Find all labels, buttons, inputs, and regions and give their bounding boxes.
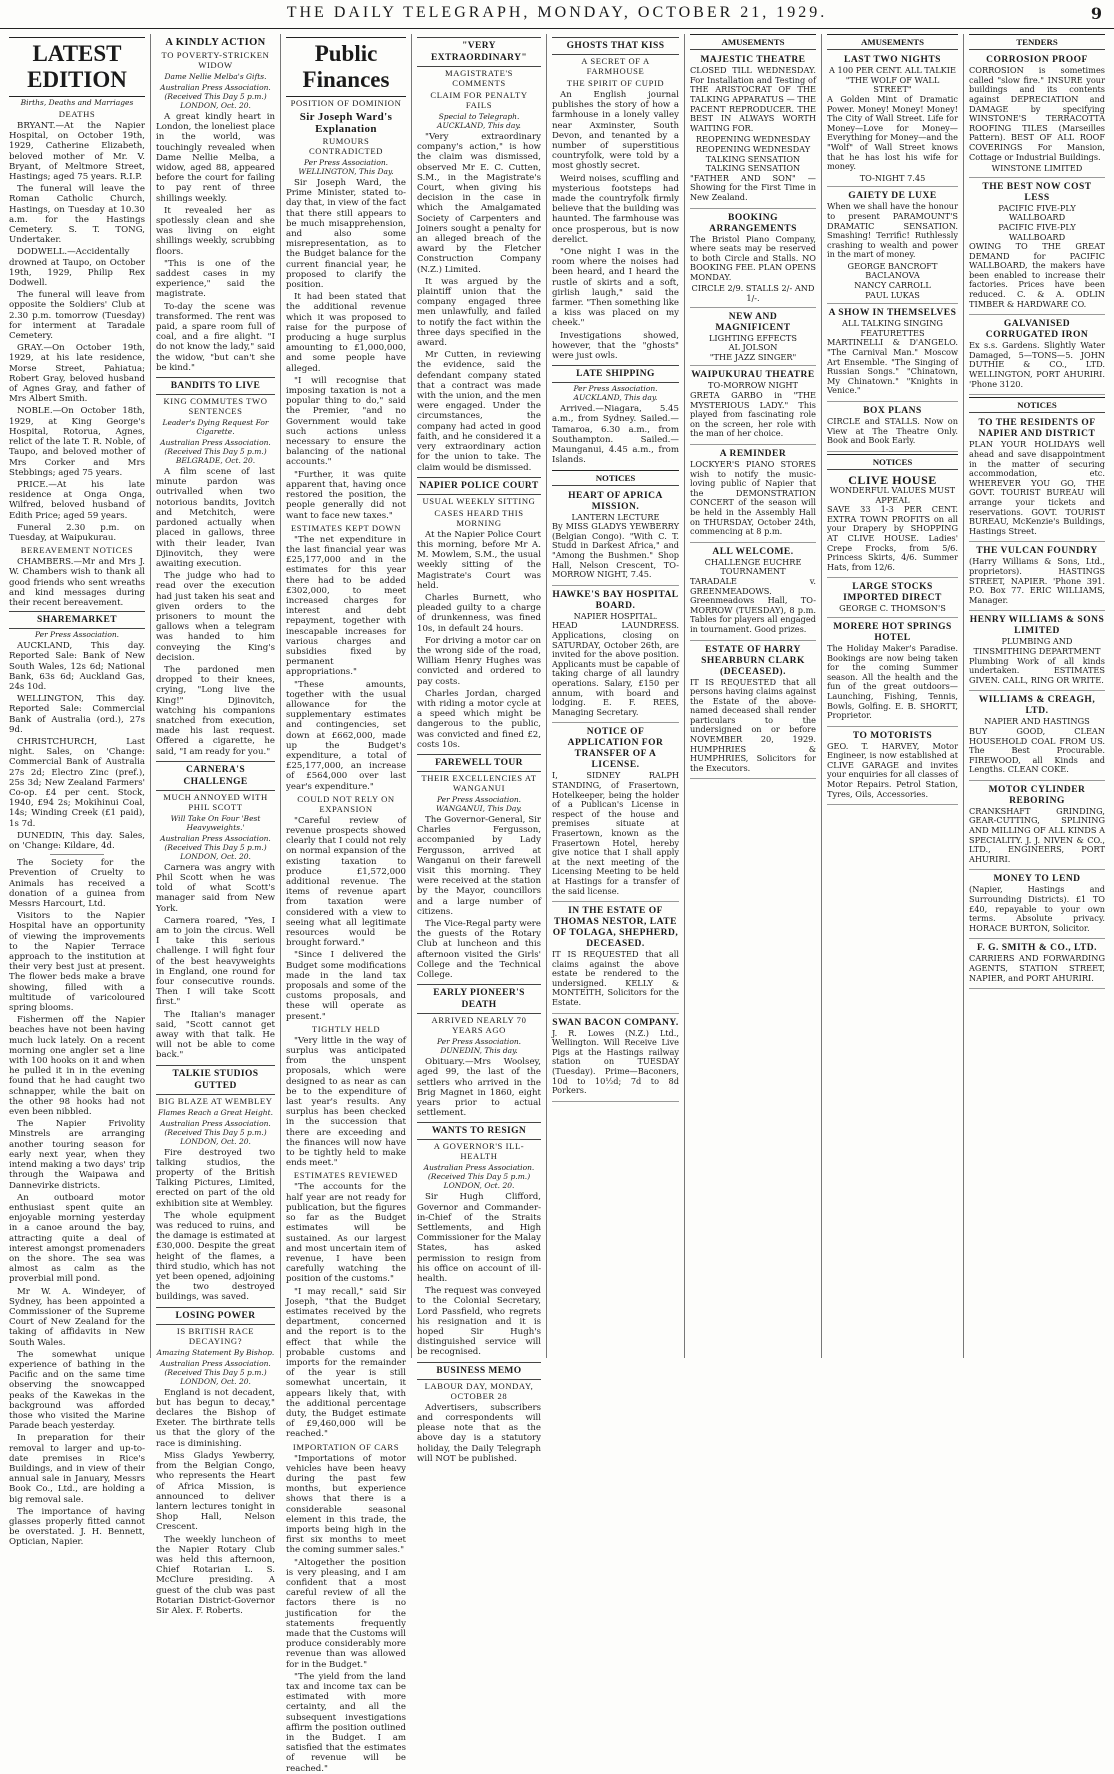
ad-corrosion-proof — [969, 53, 1105, 178]
article-subhead: A GOVERNOR'S ILL-HEALTH — [433, 1141, 525, 1162]
ad-line: TO-NIGHT 7.45 — [859, 172, 926, 183]
news-paragraph: The Society for the Prevention of Cruelty to Animals has received a donation of a guinea from Messrs Harcourt, Ltd. — [9, 858, 145, 910]
article-paragraph: The Italian's manager said, "Scott cannot get away with that talk. He will not be able to come back." — [156, 1009, 275, 1061]
notice-text: J. R. Lowes (N.Z.) Ltd., Wellington. Will Receive Live Pigs at the Hastings railway station on TUESDAY (Tuesday). Prime—Baconers, 10d to 10½d; 7d to 8d Porkers. — [552, 1027, 679, 1096]
ad-williams-creagh — [969, 693, 1105, 781]
ad-text: TARADALE v. GREENMEADOWS. Greenmeadows Hall, TO-MORROW (TUESDAY), 8 p.m. Tables for players all engaged in tournament. Good prizes. — [690, 575, 816, 634]
article-paragraph: Sir Joseph Ward, the Prime Minister, stated to-day that, in view of the fact that there still appears to be much misapprehension, and also some misrepresentation, as to the Budget balance for the current financial year, he proposed to clarify the position. — [286, 178, 406, 291]
article-subhead: Leader's Dying Request For Cigarette. — [162, 418, 269, 437]
article-subhead: RUMOURS CONTRADICTED — [308, 136, 384, 156]
ad-line: AL JOLSON — [728, 342, 778, 353]
ad-title: NEW AND MAGNIFICENT — [715, 311, 791, 333]
article-headline: FAREWELL TOUR — [417, 754, 541, 772]
ad-text: CLOSED TILL WEDNESDAY. For Installation and Testing of THE ARISTOCRAT OF THE TALKING APPARATUS — THE PACENT REPRODUCER. THE BEST IN ALWAYS WORTH WAITING FOR. — [690, 65, 816, 133]
article-paragraph: Charles Burnett, who pleaded guilty to a charge of drunkenness, was fined 10s, in default 24 hours. — [417, 592, 541, 634]
page-number: 9 — [1090, 4, 1102, 23]
article-talkie-studios — [156, 1065, 275, 1303]
ad-text: "FATHER AND SON" — Showing for the First Time in New Zealand. — [690, 172, 816, 202]
article-paragraph: The Governor-General, Sir Charles Fergusson, accompanied by Lady Fergusson, arrived at Wanganui on their farewell visit this morning. They were received at the station by the Mayor, councillors and a large number of citizens. — [417, 814, 541, 917]
article-subhead: Amazing Statement By Bishop. — [156, 1347, 275, 1357]
article-paragraph: At the Napier Police Court this morning, before Mr A. M. Mowlem, S.M., the usual weekly sitting of the Magistrate's Court was held. — [417, 529, 541, 591]
ad-line: PACIFIC FIVE-PLY WALLBOARD — [998, 221, 1076, 242]
ad-motorists — [827, 729, 958, 806]
notice-lantern-lecture — [552, 489, 679, 586]
article-subhead: POSITION OF DOMINION — [290, 98, 402, 108]
ad-title: GAIETY DE LUXE — [848, 191, 937, 202]
ad-line: NAPIER AND HASTINGS — [984, 716, 1090, 727]
article-headline: BANDITS TO LIVE — [156, 377, 275, 395]
ad-title: WILLIAMS & CREAGH, LTD. — [978, 695, 1096, 717]
ad-text: (Harry Williams & Sons, Ltd., proprietors). HASTINGS STREET, NAPIER. 'Phone 391. P.O. Box 77. ERIC WILLIAMS, Manager. — [969, 556, 1105, 605]
ad-fg-smith — [969, 941, 1105, 989]
column-5 — [547, 34, 685, 1358]
ad-wolf-of-wall-street — [827, 53, 958, 187]
article-paragraph: The weekly luncheon of the Napier Rotary Club was held this afternoon, Chief Rotarian L. S. McClure presiding. A guest of the club was past Rotarian District-Governor Sir Alex. F. Roberts. — [156, 1534, 275, 1616]
ad-title: HENRY WILLIAMS & SONS LIMITED — [969, 615, 1105, 637]
article-paragraph: Weird noises, scuffling and mysterious footsteps had made the countryfolk firmly believe that the building was haunted. The farmhouse was once prosperous, but is now derelict. — [552, 173, 679, 245]
ad-line: LIGHTING EFFECTS — [708, 332, 797, 343]
ad-money-to-lend — [969, 872, 1105, 939]
section-label: Births, Deaths and Marriages — [20, 98, 134, 107]
ad-text: SAVE 33 1-3 PER CENT. EXTRA TOWN PROFITS on all your Drapery by SHOPPING AT CLIVE HOUSE. Ladies' Crepe Frocks, from 5/6. Princess Skirts, 4/6. Summer Hats, from 12/6. — [827, 504, 958, 572]
ad-euchre — [690, 545, 816, 641]
ad-text: Plumbing Work of all kinds undertaken. ESTIMATES GIVEN. CALL, RING OR WRITE. — [969, 655, 1105, 685]
news-paragraph: Visitors to the Napier Hospital have an opportunity of viewing the improvements to the Napier Terrace approach to the institution at their very best just at present. The flower beds make a brave showing, filled with a multitude of varicoloured spring blooms. — [9, 911, 145, 1014]
article-subhead: ARRIVED NEARLY 70 YEARS AGO — [431, 1015, 527, 1036]
article-kindly-action — [156, 37, 275, 373]
ad-corrugated-iron — [969, 317, 1105, 395]
article-subhead: BIG BLAZE AT WEMBLEY — [158, 1095, 273, 1106]
article-paragraph: "I may recall," said Sir Joseph, "that the Budget estimates received by the department, concerned and the report is to the effect that while the probable customs and imports for the remainder of the year is still somewhat uncertain, it appears likely that, with the additional percentage duty, the Budget estimate of £9,460,000 will be reached." — [286, 1286, 406, 1440]
article-headline: EARLY PIONEER'S DEATH — [417, 984, 541, 1014]
ad-motor-reboring — [969, 783, 1105, 871]
article-paragraph: "The accounts for the half year are not ready for publication, but the figures so far as the Budget estimates will be sustained. As our largest and most uncertain item of revenue, I have been carefully watching the position of the customs." — [286, 1182, 406, 1285]
article-paragraph: The pardoned men dropped to their knees, crying, "Long live the King!" Djinovitch, watching his companions snatched from execution, made his last request. Offered a cigarette, he said, "I am ready for you." — [156, 664, 275, 757]
ad-title: WAIPUKURAU THEATRE — [691, 370, 815, 381]
article-business-memo — [417, 1362, 541, 1464]
ad-title: THE VULCAN FOUNDRY — [976, 546, 1098, 557]
notice-title: IN THE ESTATE OF THOMAS NESTOR, LATE OF TOLAGA, SHEPHERD, DECEASED. — [552, 906, 679, 950]
ad-line: WINSTONE LIMITED — [991, 163, 1083, 174]
notice-license-transfer — [552, 725, 679, 902]
ad-line: FEATURETTES — [860, 327, 925, 338]
ad-title: A SHOW IN THEMSELVES — [828, 308, 957, 319]
ad-title: F. G. SMITH & CO., LTD. — [976, 943, 1098, 954]
bereavement-notice: CHAMBERS.—Mr and Mrs J. W. Chambers wish to thank all good friends who sent wreaths and kind messages during their recent bereavement. — [9, 557, 145, 608]
article-subhead: THEIR EXCELLENCIES AT WANGANUI — [421, 772, 537, 793]
notice-line: NAPIER HOSPITAL. — [573, 610, 658, 621]
share-report: DUNEDIN, This day. Sales, on 'Change: Kildare, 4d. — [9, 830, 145, 851]
article-headline: "VERY EXTRAORDINARY" — [417, 37, 541, 67]
death-notice: NOBLE.—On October 18th, 1929, at King George's Hospital, Rotorua, Agnes, relict of the late T. R. Noble, of Taupo, and beloved mother of Mrs Corker and Mrs Stebbings; aged 75 years. — [9, 406, 145, 478]
column-6 — [685, 34, 822, 1358]
article-paragraph: Carnera was angry with Phil Scott when he was told of what Scott's manager said from New York. — [156, 862, 275, 914]
newspaper-page — [4, 34, 1110, 1774]
ad-title: CLIVE HOUSE — [848, 473, 937, 487]
ad-text: GEO. T. HARVEY, Motor Engineer, is now established at CLIVE GARAGE and invites your enquiries for all classes of Motor Repairs. Petrol Station, Tyres, Oils, Accessories. — [827, 740, 958, 799]
newspaper-header: THE DAILY TELEGRAPH, MONDAY, OCTOBER 21, 1929. — [286, 4, 828, 21]
article-paragraph: Carnera roared, "Yes, I am to join the circus. Well I take this serious challenge. I will fight four of the best heavyweights in England, one round for four consecutive rounds. Then I will take Scott first." — [156, 915, 275, 1008]
ad-henry-williams — [969, 613, 1105, 691]
dateline: Australian Press Association. (Received This Day 5 p.m.) BELGRADE, Oct. 20. — [160, 438, 271, 466]
dateline: Australian Press Association. (Received This Day 5 p.m.) LONDON, Oct. 20. — [423, 1163, 535, 1191]
ad-line: WONDERFUL VALUES MUST APPEAL — [829, 485, 956, 505]
amusements-heading: AMUSEMENTS — [690, 34, 816, 50]
article-paragraph: A great kindly heart in London, the loneliest place in the world, was touchingly revealed when Dame Nellie Melba, a widow, aged 88, appeared before the court for failing to pay rent of three shillings weekly. — [156, 112, 275, 204]
ad-clive-house — [827, 473, 958, 578]
article-paragraph: Fire destroyed two talking studios, the property of the British Talking Pictures, Limited, erected on part of the old exhibition site at Wembley. — [156, 1147, 275, 1209]
ad-line: PACIFIC FIVE-PLY WALLBOARD — [998, 202, 1076, 223]
article-ghosts — [552, 37, 679, 361]
news-paragraph: In preparation for their removal to larger and up-to-date premises in Rice's Buildings, and in view of their annual sale in January, Messrs Book Co., Ltd., are holding a big removal sale. — [9, 1433, 145, 1505]
notice-title: SWAN BACON COMPANY. — [552, 1017, 679, 1028]
article-headline: LATE SHIPPING — [552, 365, 679, 383]
article-paragraph: "These amounts, together with the usual allowance for the supplementary estimates and contingencies, set down at £662,000, made up the Budget's expenditure, a total of £25,177,000, an increase of £564,000 over last year's expenditure." — [286, 679, 406, 792]
death-notice: GRAY.—On October 19th, 1929, at his late residence, Morse Street, Pahiatua; Robert Gray, beloved husband of Agnes Gray, and father of Mrs Albert Smith. — [9, 343, 145, 405]
ad-text: CRANKSHAFT GRINDING, GEAR-CUTTING, SPLINING AND MILLING OF ALL KINDS A SPECIALITY. J. J. NIVEN & CO., LTD., ENGINEERS, PORT AHURIRI. — [969, 805, 1105, 864]
ad-text: PLAN YOUR HOLIDAYS well ahead and save disappointment in the matter of securing accommodation, etc. WHEREVER YOU GO, THE GOVT. TOURIST BUREAU will arrange your tickets and reservations. GOVT. TOURIST BUREAU, McKenzie's Buildings, Hastings Street. — [969, 439, 1105, 536]
divider — [50, 854, 104, 855]
ad-estate-clark — [690, 643, 816, 780]
ad-text: (Napier, Hastings and Surrounding Districts). £1 TO £40, repayable to your own terms. Absolute privacy. HORACE BURTON, Solicitor. — [969, 884, 1105, 933]
sharemarket-heading: SHAREMARKET — [9, 611, 145, 629]
article-paragraph: To-day the scene was transformed. The rent was paid, a spare room full of coal, and a fire alight. "I do not know the lady," said the widow, "but can't she be kind." — [156, 301, 275, 373]
article-subhead: MAGISTRATE'S COMMENTS — [445, 68, 513, 88]
dateline: Per Press Association. AUCKLAND, This day. — [573, 384, 658, 403]
ad-title: TO MOTORISTS — [852, 730, 933, 741]
ad-line: "THE JAZZ SINGER" — [709, 351, 797, 362]
article-late-shipping — [552, 365, 679, 465]
ad-line: GEORGE C. THOMSON'S — [839, 603, 946, 614]
article-carnera — [156, 761, 275, 1061]
share-report: WELLINGTON, This day. Reported Sale: Commercial Bank of Australia (ord.), 27s 9d. — [9, 694, 145, 735]
article-paragraph: England is not decadent, but has begun to decay," declares the Bishop of Exeter. The birthrate tells us that the glory of the race is diminishing. — [156, 1387, 275, 1449]
dateline: Per Press Association. DUNEDIN, This day. — [436, 1037, 522, 1056]
ad-title: LAST TWO NIGHTS — [844, 55, 941, 66]
article-subhead: MUCH ANNOYED WITH PHIL SCOTT — [163, 791, 268, 812]
dateline: Australian Press Association. (Received This Day 5 p.m.) LONDON, Oct. 20. — [160, 1118, 271, 1146]
article-farewell-tour — [417, 754, 541, 980]
article-headline: CARNERA'S CHALLENGE — [156, 761, 275, 791]
ad-title: BOOKING ARRANGEMENTS — [709, 212, 797, 234]
notice-hospital-board — [552, 588, 679, 724]
article-paragraph: It revealed her as spotlessly clean and she was living on eight shillings weekly, scrubbing floors. — [156, 205, 275, 257]
ad-title: MAJESTIC THEATRE — [700, 55, 806, 66]
article-paragraph: Investigations showed, however, that the "ghosts" were just owls. — [552, 330, 679, 362]
ad-line: BACLANOVA — [865, 270, 920, 281]
ad-title: GALVANISED CORRUGATED IRON — [985, 319, 1089, 341]
ad-line: CIRCLE 2/9. STALLS 2/- AND 1/-. — [691, 283, 815, 304]
ad-waipukurau-theatre — [690, 368, 816, 445]
ad-vulcan-foundry — [969, 544, 1105, 611]
article-headline: LOSING POWER — [156, 1307, 275, 1325]
ad-morere-hotel — [827, 620, 958, 727]
ad-title: TO THE RESIDENTS OF NAPIER AND DISTRICT — [978, 418, 1096, 440]
dateline: Australian Press Association. (Received This Day 5 p.m.) LONDON, Oct. 20. — [160, 833, 271, 861]
column-4 — [412, 34, 547, 1464]
article-paragraph: "Since I delivered the Budget some modifications made in the land tax proposals and some of the customs proposals, and these will operate as present." — [286, 950, 406, 1022]
ad-text: OWING TO THE GREAT DEMAND for PACIFIC WALLBOARD, the makers have been enabled to increase their factories. Prices have been reduced. C. & A. ODLIN TIMBER & HARDWARE CO. — [969, 241, 1105, 309]
ad-line: REOPENING WEDNESDAY — [695, 143, 811, 154]
ad-wallboard — [969, 180, 1105, 316]
section-heading: TIGHTLY HELD — [311, 1023, 381, 1034]
article-subhead: KING COMMUTES TWO SENTENCES — [163, 396, 268, 417]
ad-title: LARGE STOCKS IMPORTED DIRECT — [843, 582, 942, 604]
article-subhead: USUAL WEEKLY SITTING — [422, 495, 536, 506]
public-finances-headline: Public Finances — [286, 37, 406, 97]
ad-text: CARRIERS AND FORWARDING AGENTS, STATION STREET, NAPIER, and PORT AHURIRI. — [969, 953, 1105, 983]
article-police-court — [417, 477, 541, 750]
article-paragraph: "Further, it was quite apparent that, having once restored the position, the people generally did not want to face new taxes." — [286, 469, 406, 521]
article-paragraph: Advertisers, subscribers and correspondents will please note that as the above day is a statutory holiday, the Daily Telegraph will NOT be published. — [417, 1402, 541, 1464]
article-subhead: CLAIM FOR PENALTY FAILS — [430, 90, 528, 110]
latest-edition-headline: LATEST EDITION — [9, 37, 145, 97]
ad-title: MOTOR CYLINDER REBORING — [988, 784, 1086, 806]
article-paragraph: Obituary.—Mrs Woolsey, aged 99, the last of the settlers who arrived in the Brig Magnet in 1860, eight years prior to actual settlement. — [417, 1057, 541, 1119]
ad-line: A 100 PER CENT. ALL TALKIE — [829, 65, 956, 76]
article-paragraph: "Very little in the way of surplus was anticipated from the unspent proposals, which were designed to as near as can be to the expenditure of last year's results. Any surplus has been checked in the succession that there are exceeding and the finances will now have to be tightly held to make ends meet." — [286, 1035, 406, 1169]
amusements-heading: AMUSEMENTS — [827, 34, 958, 50]
article-headline: A KINDLY ACTION — [165, 37, 266, 48]
article-paragraph: "The net expenditure in the last financial year was £25,177,000 and in the estimates for this year there had to be added £302,000, to meet increased charges for interest and debt repayment, together with inescapable increases for various charges and subsidies fixed by permanent appropriations." — [286, 534, 406, 678]
ad-text: The Bristol Piano Company, where seats may be reserved to both Circle and Stalls. NO BOOKING FEE. PLAN OPENS MONDAY. — [690, 233, 816, 282]
deaths-heading: DEATHS — [58, 109, 96, 119]
ad-title: MORERE HOT SPRINGS HOTEL — [833, 621, 952, 643]
article-paragraph: "Altogether the position is very pleasing, and I am confident that a most careful review of all the factors there is no justification for the statements frequently made that the Customs will produce considerably more revenue than was allowed for in the Budget." — [286, 1557, 406, 1670]
article-subhead: TO POVERTY-STRICKEN WIDOW — [161, 50, 270, 70]
notices-heading: NOTICES — [552, 470, 679, 486]
article-paragraph: For driving a motor car on the wrong side of the road, William Henry Hughes was convicted and ordered to pay costs. — [417, 635, 541, 687]
article-headline: GHOSTS THAT KISS — [552, 37, 679, 55]
ad-line: PAUL LUKAS — [865, 289, 920, 300]
article-paragraph: The judge who had to read over the execution had just taken his seat and given orders to the prisoners to mount the gallows when a telegram was handed to him conveying the King's decision. — [156, 571, 275, 663]
notices-heading: NOTICES — [827, 454, 958, 470]
article-paragraph: Mr Cutten, in reviewing the evidence, said the defendant company stated that a contract was made with the union, and the men were engaged. Under the circumstances, the company had acted in good faith, and he considered it a very extraordinary action for the union to take. The claim would be dismissed. — [417, 350, 541, 473]
article-paragraph: The whole equipment was reduced to ruins, and the damage is estimated at £30,000. Despite the great height of the flames, a third studio, which has not yet been opened, adjoining the two destroyed buildings, was saved. — [156, 1210, 275, 1303]
ad-reminder — [690, 447, 816, 543]
death-notice: DODWELL.—Accidentally drowned at Taupo, on October 19th, 1929, Philip Rex Dodwell. — [9, 247, 145, 289]
article-subhead: THE SPIRIT OF CUPID — [566, 78, 665, 88]
death-notice: BRYANT.—At the Napier Hospital, on October 19th, 1929, Catherine Elizabeth, beloved mother of Mr. V. Bryant, of Meltmore Street, Hastings; aged 75 years. R.I.P. — [9, 121, 145, 183]
article-subhead: LABOUR DAY, MONDAY, OCTOBER 28 — [424, 1380, 534, 1401]
notices-heading: NOTICES — [969, 397, 1105, 413]
ad-majestic-theatre — [690, 53, 816, 208]
article-paragraph: Sir Hugh Clifford, Governor and Commander-in-Chief of the Straits Settlements, and High Commissioner for the Malay States, has asked permission to resign from his office on account of ill-health. — [417, 1192, 541, 1285]
column-8 — [964, 34, 1110, 1358]
section-heading: COULD NOT RELY ON EXPANSION — [297, 793, 395, 814]
article-paragraph: "Importations of motor vehicles have been heavy during the past few months, but experience shows that there is a considerable seasonal element in this trade, the imports being high in the first six months to meet the coming summer sales." — [286, 1453, 406, 1556]
dateline: Australian Press Association. (Received This Day 5 p.m.) LONDON, Oct. 20. — [160, 1358, 271, 1386]
ad-line: ALL TALKING SINGING — [842, 318, 943, 329]
article-subhead: IS BRITISH RACE DECAYING? — [176, 1325, 255, 1346]
article-subhead: A SECRET OF A FARMHOUSE — [581, 56, 650, 76]
ad-line: PLUMBING AND TINSMITHING DEPARTMENT — [973, 636, 1101, 656]
article-paragraph: Miss Gladys Yewberry, from the Belgian Congo, who represents the Heart of Africa Mission, is announced to deliver lantern lectures tonight in Shop Hall, Nelson Crescent. — [156, 1450, 275, 1533]
article-paragraph: "Careful review of revenue prospects showed clearly that I could not rely on normal expansion of the existing taxation to produce £1,572,000 additional revenue. The items of revenue apart from taxation were considered with a view to seeing what all legitimate resources would be brought forward." — [286, 815, 406, 949]
article-subhead: Dame Nellie Melba's Gifts. — [164, 72, 267, 81]
article-paragraph: "Very extraordinary company's action," is how the claim was dismissed, observed Mr E. C. Cutten, S.M., in the Magistrate's Court, when giving his decision in the case in which the Amalgamated Society of Carpenters and Joiners sought a penalty for an alleged breach of the award by the Fletcher Construction Company (N.Z.) Limited. — [417, 132, 541, 275]
ad-text: Ex s.s. Gardens. Slightly Water Damaged, 5—TONS—5. JOHN DUTHIE & CO., LTD. WELLINGTON, PORT AHURIRI. 'Phone 3120. — [969, 340, 1105, 389]
news-paragraph: Mr W. A. Windeyer, of Sydney, has been appointed a Commissioner of the Supreme Court of New Zealand for the taking of affidavits in New South Wales. — [9, 1286, 145, 1348]
ad-title: ALL WELCOME. — [712, 546, 794, 557]
ad-tourist-bureau — [969, 416, 1105, 542]
article-paragraph: "I will recognise that imposing taxation is not a popular thing to do," said the Premier, "and no Government would take such actions unless necessary to ensure the balancing of the national accounts." — [286, 375, 406, 468]
notice-title: NOTICE OF APPLICATION FOR TRANSFER OF A LICENSE. — [567, 727, 664, 771]
dateline: Special to Telegraph. AUCKLAND, This day. — [437, 112, 521, 130]
dateline: Per Press Association. — [34, 630, 120, 640]
article-very-extraordinary — [417, 37, 541, 473]
ad-line: NANCY CARROLL — [854, 280, 931, 291]
article-headline: WANTS TO RESIGN — [417, 1122, 541, 1140]
share-report: AUCKLAND, This day. Reported Sale: Bank of New South Wales, 12s 6d; National Bank, 63s 6d; Auckland Gas, 24s 10d. — [9, 641, 145, 692]
ad-line: TALKING SENSATION — [705, 163, 801, 174]
notice-title: HEART OF APRICA MISSION. — [568, 490, 663, 512]
ad-title: ESTATE OF HARRY SHEARBURN CLARK (DECEASED). — [701, 644, 805, 677]
news-paragraph: The somewhat unique experience of bathing in the Pacific and on the same time observing the snowcapped peaks of the Kawekas in the background was afforded those who visited the Marine Parade beach yesterday. — [9, 1349, 145, 1432]
notice-text: IT IS REQUESTED that all claims against the above estate be rendered to the undersigned. KELLY & MONTEITH, Solicitors for the Estate. — [552, 949, 679, 1008]
notice-title: HAWKE'S BAY HOSPITAL BOARD. — [552, 589, 679, 611]
article-losing-power — [156, 1307, 275, 1616]
bereavement-heading: BEREAVEMENT NOTICES — [20, 545, 134, 556]
ad-text: The Holiday Maker's Paradise. Bookings are now being taken for the coming Summer season. All the health and the fun of the great outdoors—Launching, Fishing, Tennis, Bowls, Golfing. E. B. SHORTT, Proprietor. — [827, 642, 958, 721]
tenders-heading: TENDERS — [969, 34, 1105, 50]
death-notice: The funeral will leave the Roman Catholic Church, Hastings, on Tuesday at 10.30 a.m. for the Hastings Cemetery. S. T. TONG, Undertaker. — [9, 184, 145, 246]
article-paragraph: "The yield from the land tax and income tax can be estimated with more certainty, and all the subsequent investigations affirm the position outlined in the Budget. I am satisfied that the estimates of revenue will be reached." — [286, 1671, 406, 1774]
ad-text: When we shall have the honour to present PARAMOUNT'S DRAMATIC SENSATION. Smashing! Terrific! Ruthlessly crashing to wealth and power in the mart of money. — [827, 201, 958, 260]
dateline: Per Press Association. WELLINGTON, This Day. — [298, 158, 394, 176]
notice-text: HEAD LAUNDRESS. Applications, closing on SATURDAY, October 26th, are invited for the above position. Applicants must be capable of taking charge of all laundry operations. Salary, £150 per annum, with board and lodging. E. F. REES, Managing Secretary. — [552, 620, 679, 717]
ad-gaiety — [827, 189, 958, 304]
ad-title: THE BEST NOW COST LESS — [982, 181, 1092, 203]
news-paragraph: Fishermen off the Napier beaches have not been having much luck lately. On a recent morning one angler set a line with 100 hooks on it and when he pulled it in in the evening found that he had caught two schnapper, while the bait on the other 98 hooks had not even been nibbled. — [9, 1015, 145, 1118]
notice-swan-bacon — [552, 1016, 679, 1102]
ad-text: LOCKYER'S PIANO STORES wish to notify the music-loving public of Napier that the DEMONSTRATION CONCERT of the season will be held in the Assembly Hall on THURSDAY, October 24th, commencing at 8 p.m. — [690, 459, 816, 537]
ad-text: IT IS REQUESTED that all persons having claims against the Estate of the above-named deceased shall render particulars to the undersigned on or before NOVEMBER 20, 1929. HUMPHRIES & HUMPHRIES, Solicitors for the Executors. — [690, 676, 816, 773]
article-paragraph: It was argued by the plaintiff union that the company engaged three men unlawfully, and failed to notify the fact within the three days specified in the award. — [417, 276, 541, 349]
section-heading: ESTIMATES KEPT DOWN — [290, 522, 402, 533]
masthead — [0, 0, 1114, 29]
ad-featurettes — [827, 306, 958, 402]
article-headline: TALKIE STUDIOS GUTTED — [156, 1065, 275, 1095]
article-subhead: Flames Reach a Great Height. — [158, 1107, 273, 1117]
ad-line: TALKING SENSATION — [705, 153, 801, 164]
article-paragraph: Arrived.—Niagara, 5.45 a.m., from Sydney. Sailed.—Tamaroa, 6.30 a.m., from Southampton. Sailed.—Maunganui, 4.45 a.m., from Islands. — [552, 404, 679, 466]
news-paragraph: The Napier Frivolity Minstrels are arranging another touring season for early next year, when they intend making a two days' trip through the Waipawa and Dannevirke districts. — [9, 1119, 145, 1191]
column-1 — [4, 34, 151, 1548]
section-heading: ESTIMATES REVIEWED — [293, 1170, 399, 1181]
news-paragraph: An outboard motor enthusiast spent quite an enjoyable morning yesterday in a canoe around the bay, attracting quite a deal of interest amongst promenaders on the shore. The sea was almost as calm as the proverbial mill pond. — [9, 1192, 145, 1285]
ad-text: MARTINELLI & D'ANGELO. "The Carnival Man." Moscow Art Ensemble. "The Singing of Russian Songs." "Chinatown, My Chinatown." "Knights in Venice." — [827, 337, 958, 396]
death-notice: PRICE.—At his late residence at Onga Onga, Wilfred, beloved husband of Edith Price; aged 59 years. — [9, 479, 145, 521]
article-subhead: Sir Joseph Ward's Explanation — [299, 111, 393, 135]
article-paragraph: A film scene of last minute pardon was outrivalled when two notorious bandits, Jovitch and Metchitch, were pardoned actually when placed in gallows, three with their leader, Ivan Djinovitch, they were awaiting execution. — [156, 467, 275, 569]
ad-title: A REMINDER — [719, 449, 787, 460]
notice-estate-nestor — [552, 904, 679, 1014]
article-paragraph: The request was conveyed to the Colonial Secretary, Lord Passfield, who regrets his resignation and it is hoped Sir Hugh's distinguished service will be recognised. — [417, 1286, 541, 1358]
article-subhead: CASES HEARD THIS MORNING — [434, 507, 524, 528]
notice-text: By MISS GLADYS YEWBERRY (Belgian Congo). "With C. T. Studd in Darkest Africa," and "Among the Bushmen." Shop Hall, Nelson Crescent, TO-MORROW NIGHT, 7.45. — [552, 521, 679, 580]
article-paragraph: "This is one of the saddest cases in my experience," said the magistrate. — [156, 258, 275, 300]
ad-booking — [690, 211, 816, 308]
article-pioneer-death — [417, 984, 541, 1118]
article-bandits — [156, 377, 275, 757]
ad-line: "THE WOLF OF WALL STREET" — [845, 74, 940, 95]
dateline: Per Press Association. WANGANUI, This Day. — [436, 794, 522, 813]
article-wants-to-resign — [417, 1122, 541, 1357]
ad-box-plans — [827, 404, 958, 452]
death-notice: Funeral 2.30 p.m. on Tuesday, at Waipukurau. — [9, 522, 145, 543]
notice-text: I, SIDNEY RALPH STANDING, of Frasertown, Hotelkeeper, being the holder of a Publican's License in respect of the house and premises situate at Frasertown, known as the Frasertown Hotel, hereby give notice that I shall apply at the next meeting of the Licensing Meeting to be held at Hastings for a transfer of the said license. — [552, 770, 679, 896]
ad-text: A Golden Mint of Dramatic Power. Money! Money! Money! The City of Wall Street. Life for Money—Love for Money—Everything for Money—and the "Wolf" of Wall Street knows that he has lost his wife for money. — [827, 93, 958, 172]
article-paragraph: The Vice-Regal party were the guests of the Rotary Club at luncheon and this afternoon visited the Girls' College and the Technical College. — [417, 919, 541, 981]
article-paragraph: "One night I was in the room where the noises had been heard, and I heard the rustle of skirts and a soft, girlish laugh," said the farmer. "Then something like a kiss was placed on my cheek." — [552, 247, 679, 329]
ad-title: MONEY TO LEND — [993, 874, 1081, 885]
ad-title: CORROSION PROOF — [986, 55, 1088, 66]
notice-line: LANTERN LECTURE — [571, 511, 660, 522]
article-headline: BUSINESS MEMO — [417, 1362, 541, 1380]
dateline: Australian Press Association. (Received This Day 5 p.m.) LONDON, Oct. 20. — [160, 83, 271, 110]
ad-line: TO-MORROW NIGHT — [708, 380, 798, 391]
ad-jazz-singer — [690, 310, 816, 367]
column-2 — [151, 34, 281, 1616]
news-paragraph: The importance of having glasses properly fitted cannot be overstated. J. H. Bennett, Optician, Napier. — [9, 1506, 145, 1548]
section-heading: IMPORTATION OF CARS — [292, 1441, 400, 1452]
ad-text: CORROSION is sometimes called "slow fire." INSURE your buildings and its contents against DEPRECIATION and DAMAGE by specifying WINSTONE'S TERRACOTTA ROOFING TILES (Marseilles Pattern). BEST OF ALL ROOF COVERINGS For Mansion, Cottage or Industrial Buildings. — [969, 65, 1105, 162]
ad-line: REOPENING WEDNESDAY — [695, 134, 811, 145]
ad-text: CIRCLE and STALLS. Now on View at The Theatre Only. Book and Book Early. — [827, 416, 958, 446]
death-notice: The funeral will leave from opposite the Soldiers' Club at 2.30 p.m. tomorrow (Tuesday) for interment at Taradale Cemetery. — [9, 290, 145, 342]
ad-text: BUY GOOD, CLEAN HOUSEHOLD COAL FROM US. The Best Procurable. FIREWOOD, all Kinds and Lengths. CLEAN COKE. — [969, 725, 1105, 775]
article-headline: NAPIER POLICE COURT — [417, 477, 541, 495]
article-paragraph: It had been stated that the additional revenue which it was proposed to raise for the purpose of producing a huge surplus amounting to £1,000,000, and some people have alleged. — [286, 292, 406, 374]
column-7 — [822, 34, 964, 1358]
ad-thomsons — [827, 580, 958, 618]
ad-line: GEORGE BANCROFT — [847, 260, 938, 271]
share-report: CHRISTCHURCH, Last night. Sales, on 'Change: Commercial Bank of Australia 27s 2d; Electro Zinc (pref.), 25s 3d; New Zealand Farmers' Co-op. £4 per cent. Stock, 1940, £94 2s; Mokihinui Coal, 14s; Winding Creek (£1 paid), 1s 7d. — [9, 736, 145, 829]
ad-title: BOX PLANS — [863, 406, 922, 417]
article-paragraph: An English journal publishes the story of how a farmhouse in a lonely valley near Axminster, South Devon, and tenanted by a number of superstitious countryfolk, were told by a most ghostly secret. — [552, 90, 679, 172]
column-3 — [281, 34, 412, 1774]
article-paragraph: Charles Jordan, charged with riding a motor cycle at a speed which might be dangerous to the public, was convicted and fined £2, costs 10s. — [417, 688, 541, 750]
ad-text: GRETA GARBO in "THE MYSTERIOUS LADY." This played from fascinating role on the screen, her role with the man of her choice. — [690, 390, 816, 439]
ad-line: CHALLENGE EUCHRE TOURNAMENT — [704, 556, 802, 577]
article-subhead: Will Take On Four 'Best Heavyweights.' — [170, 813, 261, 832]
